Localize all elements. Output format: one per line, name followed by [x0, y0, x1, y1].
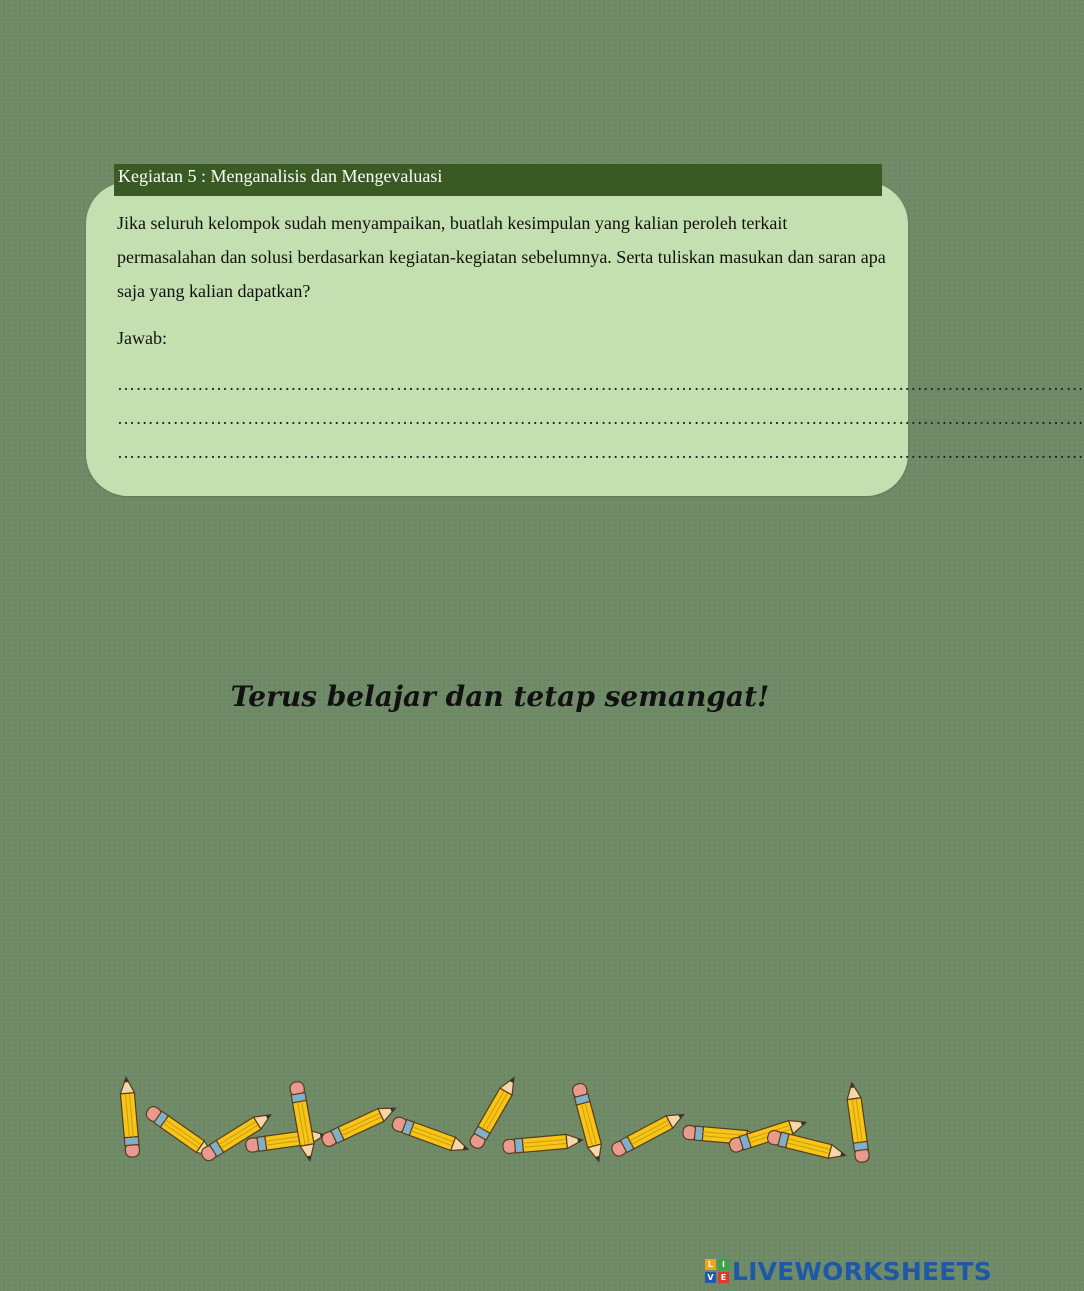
answer-line-3[interactable]: …………………………………………………………………………………………………………………………………………	[117, 442, 1084, 462]
answer-line-2[interactable]: …………………………………………………………………………………………………………………………………………	[117, 408, 1084, 428]
activity-instruction: Jika seluruh kelompok sudah menyampaikan, buatlah kesimpulan yang kalian peroleh terkait permasalahan dan solusi berdasarkan kegiatan-kegiatan sebelumnya. Serta tuliskan masukan dan saran apa saja yang kalian dapatkan?	[117, 213, 886, 301]
activity-title: Kegiatan 5 : Menganalisis dan Mengevaluasi	[114, 164, 882, 196]
logo-text: LIVEWORKSHEETS	[731, 1256, 992, 1286]
answer-label: Jawab:	[117, 328, 167, 348]
answer-line-1[interactable]: …………………………………………………………………………………………………………………………………………	[117, 374, 1084, 394]
pencil-border-icon	[118, 1062, 884, 1177]
logo-mark-icon: L I V E	[705, 1259, 729, 1283]
liveworksheets-logo	[705, 1256, 992, 1286]
motto: Terus belajar dan tetap semangat!	[230, 680, 770, 713]
